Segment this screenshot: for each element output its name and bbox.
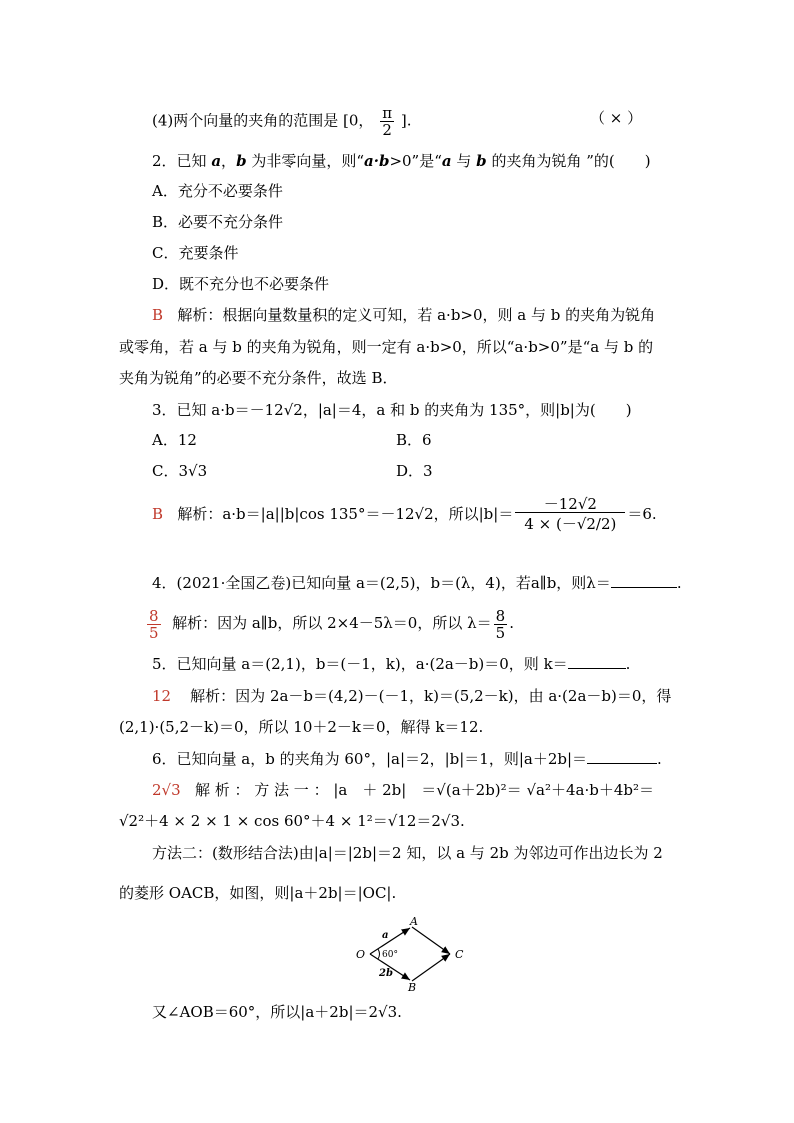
q2-answer-letter: B (152, 306, 164, 324)
q4-answer-num: 8 (149, 606, 159, 625)
q4-answer-blank (611, 573, 677, 588)
q3-option-c: C．3√3 (152, 462, 208, 480)
q2-stem-part: 为非零向量，则“ (246, 152, 364, 170)
q2-answer-line2: 或零角，若 a 与 b 的夹角为锐角，则一定有 a·b>0，所以“a·b>0”是“a 与 b 的 (119, 338, 654, 356)
q4-prev-fraction (380, 105, 394, 138)
label-vec-a: a (382, 930, 389, 941)
q2-option-c: C．充要条件 (152, 244, 239, 262)
q2-vec-b: b (476, 152, 487, 170)
q3-stem: 3．已知 a·b＝－12√2，|a|＝4，a 和 b 的夹角为 135°，则|b|为( ) (152, 401, 632, 419)
q4-answer (145, 606, 514, 641)
q4-prev-interval-right: ]. (400, 111, 412, 130)
q5-answer-line2: (2,1)·(5,2－k)＝0，所以 10＋2－k＝0，解得 k＝12. (119, 718, 484, 736)
label-o: O (356, 948, 366, 961)
label-b: B (408, 981, 417, 992)
q2-stem-part: 的夹角为锐角 ”的( ) (486, 152, 651, 170)
q2-answer-line1 (152, 305, 655, 325)
q3-option-a: A．12 (152, 431, 197, 449)
q5-stem: 5．已知向量 a＝(2,1)，b＝(－1，k)，a·(2a－b)＝0，则 k＝ . (152, 655, 631, 673)
q5-stem-text: 5．已知向量 a＝(2,1)，b＝(－1，k)，a·(2a－b)＝0，则 k＝ (152, 655, 568, 673)
q2-option-d: D．既不充分也不必要条件 (152, 275, 330, 293)
q6-answer-text: 解 析 ： 方 法 一 ： |a ＋ 2b| ＝√(a＋2b)²＝ √a²＋4a·b＋4b²＝ (194, 781, 654, 799)
q4-answer-fraction (494, 608, 508, 641)
angle-arc (378, 949, 380, 959)
q4-answer-den: 5 (149, 623, 159, 642)
q2-stem (152, 151, 651, 171)
q3-answer-letter: B (152, 505, 164, 523)
q4-prev-interval-left: [0， (343, 111, 374, 130)
q6-stem: 6．已知向量 a，b 的夹角为 60°，|a|＝2，|b|＝1，则|a＋2b|＝ . (152, 750, 662, 768)
q4-stem: 4．(2021·全国乙卷)已知向量 a＝(2,5)，b＝(λ，4)，若a∥b，则λ＝ . (152, 574, 682, 592)
q4-prev-answer: （ × ） (590, 109, 643, 127)
q4-answer-end: . (509, 614, 514, 632)
q5-answer-text: 解析：因为 2a－b＝(4,2)－(－1，k)＝(5,2－k)，由 a·(2a－b)＝0，得 (190, 687, 672, 705)
rhombus-figure (352, 916, 492, 992)
q6-stem-text: 6．已知向量 a，b 的夹角为 60°，|a|＝2，|b|＝1，则|a＋2b|＝ (152, 750, 588, 768)
q4-frac-den: 5 (495, 623, 506, 642)
label-a: A (410, 916, 418, 928)
q2-stem-part: 与 (451, 152, 477, 170)
q2-vec-b: b (236, 152, 247, 170)
q2-dot: a·b (364, 152, 390, 170)
side-bc (412, 954, 450, 981)
q4-prev-line (152, 105, 411, 138)
q2-stem-part: ， (221, 152, 237, 170)
q4-answer-text: 解析：因为 a∥b，所以 2×4－5λ＝0，所以 λ＝ (172, 614, 492, 632)
q3-answer-end: ＝6. (627, 505, 657, 523)
q6-method2-line2: 的菱形 OACB，如图，则|a＋2b|＝|OC|. (119, 884, 397, 902)
q6-answer-value: 2√3 (152, 781, 181, 799)
q4-answer-value (147, 608, 161, 641)
q3-answer (152, 494, 657, 535)
q6-answer-line1 (152, 780, 654, 800)
q2-option-a: A．充分不必要条件 (152, 182, 283, 200)
q3-option-b: B．6 (396, 431, 432, 449)
q3-option-d: D．3 (396, 462, 433, 480)
q4-frac-num: 8 (495, 606, 506, 625)
q2-answer-text: 解析：根据向量数量积的定义可知，若 a·b>0，则 a 与 b 的夹角为锐角 (177, 306, 656, 324)
q5-answer-line1 (152, 686, 671, 706)
label-angle: 60° (382, 950, 398, 960)
q6-answer-blank (587, 749, 657, 764)
q6-final: 又∠AOB＝60°，所以|a＋2b|＝2√3. (152, 1003, 402, 1021)
q4-prev-text: (4)两个向量的夹角的范围是 (152, 111, 339, 130)
q2-vec-a: a (211, 152, 222, 170)
q2-vec-a: a (441, 152, 452, 170)
q2-answer-line3: 夹角为锐角”的必要不充分条件，故选 B． (119, 369, 398, 387)
q3-frac-den: 4 × (－√2/2) (524, 514, 617, 533)
q3-frac-num: －12√2 (515, 496, 625, 513)
q4-prev-frac-num: π (382, 104, 393, 122)
label-vec-2b: 2b (379, 968, 393, 979)
q4-prev-frac-den: 2 (382, 121, 392, 139)
q6-method2-line1: 方法二：(数形结合法)由|a|＝|2b|＝2 知，以 a 与 2b 为邻边可作出边长为 2 (152, 844, 663, 862)
q4-stem-text: 4．(2021·全国乙卷)已知向量 a＝(2,5)，b＝(λ，4)，若a∥b，则λ＝ (152, 574, 611, 592)
q6-answer-line2: √2²＋4 × 2 × 1 × cos 60°＋4 × 1²＝√12＝2√3. (119, 812, 465, 830)
q2-option-b: B．必要不充分条件 (152, 213, 284, 231)
q3-answer-fraction (515, 496, 625, 535)
q2-stem-part: 2．已知 (152, 152, 212, 170)
side-ac (412, 927, 450, 954)
label-c: C (455, 948, 464, 961)
q5-answer-value: 12 (152, 687, 172, 705)
q2-stem-part: >0”是“ (389, 152, 442, 170)
q5-answer-blank (568, 654, 626, 669)
q3-answer-text: 解析：a·b＝|a||b|cos 135°＝－12√2，所以|b|＝ (177, 505, 514, 523)
